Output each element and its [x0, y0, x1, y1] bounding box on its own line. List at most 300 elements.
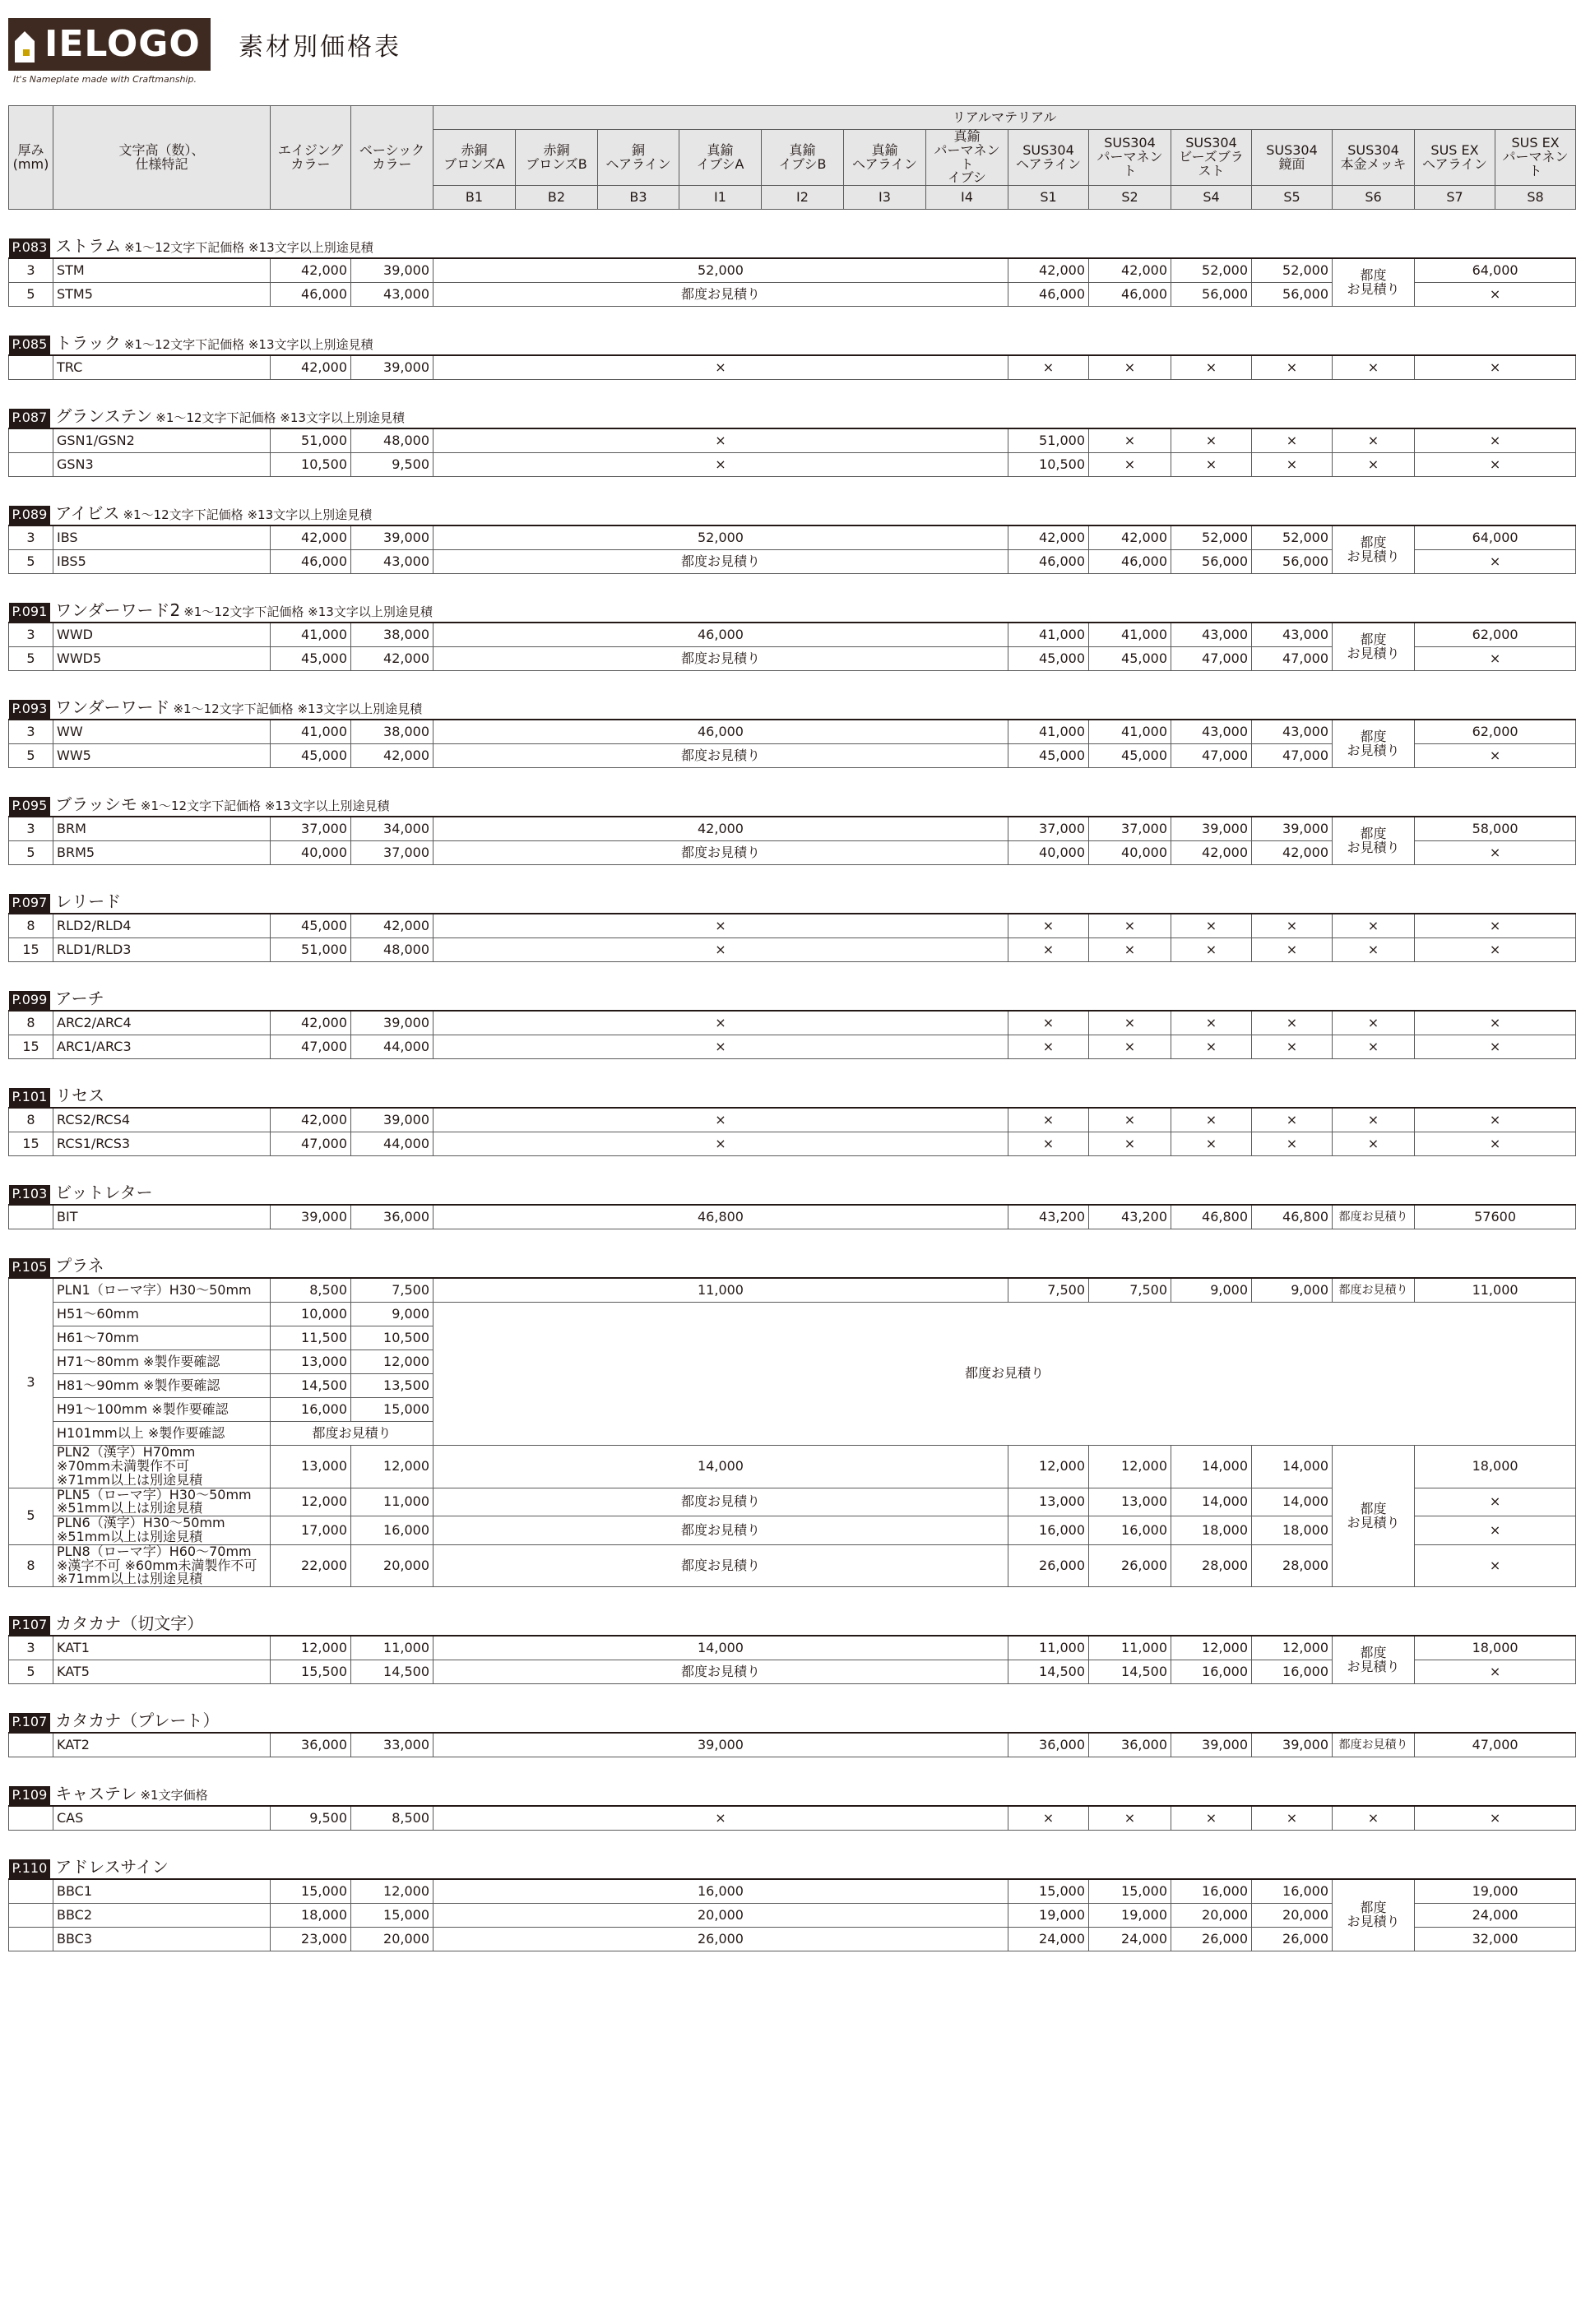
table-cell: 44,000	[351, 1132, 434, 1156]
table-cell: ×	[1008, 355, 1089, 380]
col-material-code: B3	[598, 186, 679, 210]
table-cell: 20,000	[1252, 1904, 1333, 1928]
table-cell: ×	[1171, 938, 1252, 962]
section-title	[9, 331, 1576, 355]
table-cell: 52,000	[434, 258, 1008, 283]
table-cell: PLN5（ローマ字）H30〜50mm ※51mm以上は別途見積	[53, 1488, 271, 1516]
table-cell: 9,000	[1252, 1278, 1333, 1303]
col-basic: ベーシック カラー	[351, 106, 434, 210]
spacer	[9, 380, 1576, 405]
table-cell: 26,000	[1171, 1928, 1252, 1951]
page-badge: P.107	[9, 1616, 51, 1635]
table-cell: 52,000	[434, 525, 1008, 550]
table-cell: 12,000	[1089, 1446, 1171, 1488]
table-cell: BRM5	[53, 841, 271, 865]
table-cell: 43,000	[1252, 720, 1333, 744]
spacer	[9, 1831, 1576, 1856]
table-cell: ×	[434, 1035, 1008, 1059]
col-spec: 文字高（数）、 仕様特記	[53, 106, 271, 210]
table-row	[9, 1303, 1576, 1326]
table-cell: 24,000	[1415, 1904, 1576, 1928]
col-material-code: I4	[926, 186, 1008, 210]
table-cell: 16,000	[1252, 1660, 1333, 1684]
table-cell: 18,000	[1171, 1516, 1252, 1545]
table-cell: 20,000	[1171, 1904, 1252, 1928]
section-header	[9, 1084, 1576, 1108]
table-cell: ×	[1089, 453, 1171, 477]
table-cell: 24,000	[1089, 1928, 1171, 1951]
table-cell: 46,000	[1008, 550, 1089, 574]
table-cell: 都度お見積り	[434, 1303, 1576, 1446]
table-row	[9, 817, 1576, 841]
table-cell: 10,500	[351, 1326, 434, 1350]
section-note: ※1〜12文字下記価格 ※13文字以上別途見積	[123, 507, 373, 523]
spacer-row	[9, 307, 1576, 332]
section-note: ※1文字価格	[140, 1788, 208, 1803]
table-row	[9, 914, 1576, 938]
table-cell: 62,000	[1415, 623, 1576, 647]
table-cell: ×	[1415, 1516, 1576, 1545]
table-cell: ×	[1171, 1132, 1252, 1156]
table-cell: 39,000	[1171, 817, 1252, 841]
table-cell: 56,000	[1171, 550, 1252, 574]
col-material-name: 真鍮 イブシA	[679, 130, 762, 186]
spacer-row	[9, 380, 1576, 405]
table-cell: ×	[1415, 550, 1576, 574]
section-note: ※1〜12文字下記価格 ※13文字以上別途見積	[183, 604, 433, 620]
table-cell: 13,000	[1008, 1488, 1089, 1516]
table-cell	[9, 1733, 53, 1757]
table-cell: 45,000	[271, 744, 351, 768]
table-cell: 都度 お見積り	[1333, 817, 1415, 865]
table-cell: BRM	[53, 817, 271, 841]
table-cell: 48,000	[351, 938, 434, 962]
section-header	[9, 1254, 1576, 1278]
spacer	[9, 1229, 1576, 1255]
product-name: アドレスサイン	[55, 1857, 169, 1877]
table-cell: 9,500	[271, 1806, 351, 1831]
table-cell: 62,000	[1415, 720, 1576, 744]
table-cell: 20,000	[351, 1928, 434, 1951]
table-cell: 46,000	[1089, 550, 1171, 574]
table-cell: WW	[53, 720, 271, 744]
table-cell: ×	[434, 1108, 1008, 1132]
table-cell: 16,000	[271, 1398, 351, 1422]
table-cell: ×	[1415, 1132, 1576, 1156]
table-cell: 56,000	[1171, 283, 1252, 307]
col-material-name: 真鍮 イブシB	[762, 130, 844, 186]
table-cell: ×	[1415, 428, 1576, 453]
table-cell: ×	[1008, 1108, 1089, 1132]
table-cell: ×	[1415, 1660, 1576, 1684]
col-material-code: S5	[1252, 186, 1333, 210]
spacer	[9, 1684, 1576, 1710]
table-cell: 16,000	[1252, 1879, 1333, 1904]
section-note: ※1〜12文字下記価格 ※13文字以上別途見積	[173, 701, 423, 717]
table-cell: 47,000	[1252, 744, 1333, 768]
table-cell: 38,000	[351, 623, 434, 647]
col-real-material: リアルマテリアル	[434, 106, 1576, 130]
table-cell: 46,800	[1171, 1205, 1252, 1229]
table-cell: 10,500	[271, 453, 351, 477]
table-cell: 8,500	[271, 1278, 351, 1303]
table-cell: 41,000	[1008, 720, 1089, 744]
table-cell: 39,000	[351, 258, 434, 283]
col-material-name: 真鍮 ヘアライン	[844, 130, 926, 186]
table-cell: 都度 お見積り	[1333, 1446, 1415, 1587]
page-badge: P.107	[9, 1713, 51, 1732]
table-cell: ×	[434, 1011, 1008, 1035]
table-cell: ×	[1415, 355, 1576, 380]
col-material-name: 銅 ヘアライン	[598, 130, 679, 186]
table-cell: 7,500	[351, 1278, 434, 1303]
table-cell: 41,000	[1089, 720, 1171, 744]
table-cell: 都度 お見積り	[1333, 720, 1415, 768]
section-title	[9, 599, 1576, 623]
table-cell: 3	[9, 623, 53, 647]
table-cell: 47,000	[271, 1132, 351, 1156]
col-material-name: 赤銅 ブロンズA	[434, 130, 516, 186]
table-cell: ×	[1333, 938, 1415, 962]
table-cell: ×	[1333, 428, 1415, 453]
table-cell: ×	[1252, 1108, 1333, 1132]
table-cell: 42,000	[351, 914, 434, 938]
table-cell: 7,500	[1008, 1278, 1089, 1303]
table-cell: 15,000	[351, 1904, 434, 1928]
table-cell: ×	[1252, 938, 1333, 962]
page-header	[8, 15, 1571, 89]
table-cell: 3	[9, 817, 53, 841]
page-badge: P.097	[9, 894, 51, 913]
page-badge: P.093	[9, 700, 51, 719]
col-material-code: B2	[516, 186, 598, 210]
section-header	[9, 1855, 1576, 1879]
table-cell: 14,500	[271, 1374, 351, 1398]
table-cell: 15,000	[1008, 1879, 1089, 1904]
table-cell: 14,000	[434, 1446, 1008, 1488]
table-cell: ×	[1089, 914, 1171, 938]
section-title	[9, 1084, 1576, 1108]
table-cell: 3	[9, 1278, 53, 1488]
table-cell: CAS	[53, 1806, 271, 1831]
table-cell: 8	[9, 914, 53, 938]
table-cell: 都度お見積り	[434, 1660, 1008, 1684]
table-cell: 39,000	[351, 1011, 434, 1035]
table-cell: 13,500	[351, 1374, 434, 1398]
page-badge: P.101	[9, 1088, 51, 1107]
section-title	[9, 502, 1576, 525]
table-cell: 42,000	[1089, 525, 1171, 550]
table-cell: H51〜60mm	[53, 1303, 271, 1326]
table-cell: 51,000	[1008, 428, 1089, 453]
table-cell: ×	[1171, 1011, 1252, 1035]
page-badge: P.091	[9, 603, 51, 622]
table-cell: 42,000	[1008, 525, 1089, 550]
table-row	[9, 938, 1576, 962]
table-row	[9, 428, 1576, 453]
table-cell: 46,000	[1008, 283, 1089, 307]
table-cell: 12,000	[1008, 1446, 1089, 1488]
table-cell: BBC1	[53, 1879, 271, 1904]
table-cell	[9, 1879, 53, 1904]
section-header	[9, 405, 1576, 428]
table-cell: H81〜90mm ※製作要確認	[53, 1374, 271, 1398]
col-material-name: SUS304 パーマネント	[1089, 130, 1171, 186]
spacer-row	[9, 1831, 1576, 1856]
table-cell: 11,000	[351, 1488, 434, 1516]
table-cell: 42,000	[1171, 841, 1252, 865]
table-row	[9, 1636, 1576, 1660]
spacer	[9, 477, 1576, 502]
table-cell: 26,000	[434, 1928, 1008, 1951]
spacer	[9, 962, 1576, 988]
table-cell: 47,000	[1415, 1733, 1576, 1757]
table-cell: ×	[1415, 453, 1576, 477]
table-cell: 46,000	[1089, 283, 1171, 307]
section-title	[9, 1855, 1576, 1879]
product-name: アーチ	[55, 988, 104, 1009]
table-cell: ×	[1089, 1011, 1171, 1035]
col-material-name: 真鍮 パーマネント イブシ	[926, 130, 1008, 186]
table-cell: 5	[9, 744, 53, 768]
table-cell: 16,000	[1171, 1660, 1252, 1684]
table-cell: 33,000	[351, 1733, 434, 1757]
table-cell: 都度お見積り	[434, 283, 1008, 307]
page-badge: P.089	[9, 506, 51, 525]
table-row	[9, 355, 1576, 380]
table-cell: 42,000	[271, 1108, 351, 1132]
product-name: カタカナ（プレート）	[55, 1711, 220, 1731]
table-cell: 42,000	[351, 744, 434, 768]
table-cell: 47,000	[271, 1035, 351, 1059]
table-cell: BIT	[53, 1205, 271, 1229]
section-header	[9, 987, 1576, 1011]
table-cell: ×	[1415, 647, 1576, 671]
table-cell: 8	[9, 1544, 53, 1586]
table-cell: 16,000	[351, 1516, 434, 1545]
table-cell: H91〜100mm ※製作要確認	[53, 1398, 271, 1422]
table-cell: 46,800	[1252, 1205, 1333, 1229]
section-header	[9, 793, 1576, 817]
table-cell: ×	[1089, 1806, 1171, 1831]
table-cell: 16,000	[1008, 1516, 1089, 1545]
table-cell: ×	[1008, 1011, 1089, 1035]
table-cell: ×	[434, 938, 1008, 962]
section-title	[9, 1181, 1576, 1205]
col-material-code: S1	[1008, 186, 1089, 210]
table-cell: TRC	[53, 355, 271, 380]
spacer	[9, 210, 1576, 235]
table-cell: 20,000	[434, 1904, 1008, 1928]
table-cell: RLD1/RLD3	[53, 938, 271, 962]
section-title	[9, 1709, 1576, 1733]
table-cell: H71〜80mm ※製作要確認	[53, 1350, 271, 1374]
table-row	[9, 1278, 1576, 1303]
table-cell: 24,000	[1008, 1928, 1089, 1951]
table-cell: ×	[1089, 1035, 1171, 1059]
table-cell: ×	[1171, 355, 1252, 380]
table-cell: 5	[9, 841, 53, 865]
table-cell: 32,000	[1415, 1928, 1576, 1951]
table-cell: IBS5	[53, 550, 271, 574]
product-name: アイビス	[55, 503, 120, 524]
tagline: It's Nameplate made with Craftmanship.	[13, 74, 197, 85]
table-cell: ×	[1415, 1035, 1576, 1059]
table-cell: 11,000	[351, 1636, 434, 1660]
table-cell: ×	[1415, 1011, 1576, 1035]
table-cell: 11,000	[1415, 1278, 1576, 1303]
table-cell: 都度お見積り	[434, 647, 1008, 671]
table-cell: 39,000	[1171, 1733, 1252, 1757]
table-cell: 52,000	[1252, 525, 1333, 550]
table-cell: 41,000	[271, 720, 351, 744]
table-cell: 36,000	[1008, 1733, 1089, 1757]
table-cell: 36,000	[351, 1205, 434, 1229]
table-cell: ×	[1333, 1806, 1415, 1831]
table-cell: ×	[1008, 1035, 1089, 1059]
table-cell	[9, 1904, 53, 1928]
section-note: ※1〜12文字下記価格 ※13文字以上別途見積	[124, 240, 373, 256]
table-cell: 都度 お見積り	[1333, 623, 1415, 671]
table-cell: H101mm以上 ※製作要確認	[53, 1422, 271, 1446]
table-cell: ×	[1171, 1806, 1252, 1831]
table-cell: BBC2	[53, 1904, 271, 1928]
section-header	[9, 696, 1576, 720]
price-table	[8, 105, 1576, 1951]
table-cell: 15	[9, 1132, 53, 1156]
section-header	[9, 599, 1576, 623]
table-cell: 58,000	[1415, 817, 1576, 841]
table-cell: 都度 お見積り	[1333, 1636, 1415, 1684]
logo-text: IELOGO	[44, 23, 201, 65]
table-cell: ×	[1415, 1108, 1576, 1132]
table-cell: ×	[1415, 914, 1576, 938]
table-cell: ×	[1333, 1132, 1415, 1156]
table-cell: ×	[1333, 355, 1415, 380]
table-cell: 41,000	[271, 623, 351, 647]
col-material-code: I1	[679, 186, 762, 210]
header-row	[9, 106, 1576, 130]
table-cell: 45,000	[1089, 647, 1171, 671]
table-cell: 13,000	[1089, 1488, 1171, 1516]
page-badge: P.103	[9, 1185, 51, 1204]
table-row	[9, 1205, 1576, 1229]
table-cell: 46,800	[434, 1205, 1008, 1229]
table-cell: ×	[1333, 1035, 1415, 1059]
table-cell: ×	[1171, 1035, 1252, 1059]
table-cell: PLN8（ローマ字）H60〜70mm ※漢字不可 ※60mm未満製作不可 ※71mm以上は別途見積	[53, 1544, 271, 1586]
table-cell: 16,000	[1089, 1516, 1171, 1545]
table-row	[9, 1806, 1576, 1831]
table-cell: 16,000	[1171, 1879, 1252, 1904]
col-material-code: S8	[1495, 186, 1576, 210]
table-cell: 37,000	[351, 841, 434, 865]
spacer-row	[9, 210, 1576, 235]
table-cell: 15,000	[271, 1879, 351, 1904]
col-material-code: S4	[1171, 186, 1252, 210]
section-note: ※1〜12文字下記価格 ※13文字以上別途見積	[155, 410, 405, 426]
table-cell: 56,000	[1252, 283, 1333, 307]
table-cell: 8	[9, 1011, 53, 1035]
table-cell: 23,000	[271, 1928, 351, 1951]
page-badge: P.087	[9, 409, 51, 428]
product-name: リセス	[55, 1086, 105, 1106]
table-cell: WW5	[53, 744, 271, 768]
table-cell: ×	[1171, 1108, 1252, 1132]
table-row	[9, 1733, 1576, 1757]
spacer-row	[9, 477, 1576, 502]
section-title	[9, 890, 1576, 914]
table-cell: 12,000	[351, 1879, 434, 1904]
table-cell: 12,000	[271, 1636, 351, 1660]
table-cell: 45,000	[271, 647, 351, 671]
table-cell: GSN1/GSN2	[53, 428, 271, 453]
section-title	[9, 405, 1576, 428]
table-cell: 28,000	[1252, 1544, 1333, 1586]
spacer-row	[9, 1059, 1576, 1085]
table-cell: 3	[9, 258, 53, 283]
section-title	[9, 987, 1576, 1011]
table-cell: 14,000	[1252, 1488, 1333, 1516]
table-cell	[9, 1806, 53, 1831]
table-cell: 9,500	[351, 453, 434, 477]
table-cell: 14,000	[1171, 1488, 1252, 1516]
table-cell: PLN6（漢字）H30〜50mm ※51mm以上は別途見積	[53, 1516, 271, 1545]
table-cell: PLN2（漢字）H70mm ※70mm未満製作不可 ※71mm以上は別途見積	[53, 1446, 271, 1488]
table-cell: 37,000	[1089, 817, 1171, 841]
table-cell: 9,000	[1171, 1278, 1252, 1303]
table-cell: ×	[1415, 841, 1576, 865]
table-cell: ×	[1333, 914, 1415, 938]
spacer	[9, 1059, 1576, 1085]
table-cell: 12,000	[351, 1446, 434, 1488]
col-material-name: 赤銅 ブロンズB	[516, 130, 598, 186]
product-name: ストラム	[55, 236, 122, 257]
table-cell: 11,500	[271, 1326, 351, 1350]
spacer	[9, 865, 1576, 891]
table-row	[9, 1108, 1576, 1132]
table-cell: 36,000	[1089, 1733, 1171, 1757]
table-cell: 19,000	[1008, 1904, 1089, 1928]
table-cell: 都度お見積り	[1333, 1205, 1415, 1229]
col-material-code: I3	[844, 186, 926, 210]
table-cell: 14,500	[1008, 1660, 1089, 1684]
table-cell: H61〜70mm	[53, 1326, 271, 1350]
table-cell: 47,000	[1171, 647, 1252, 671]
table-cell: 5	[9, 550, 53, 574]
table-cell: 都度 お見積り	[1333, 525, 1415, 574]
table-cell: 5	[9, 1660, 53, 1684]
table-cell: 14,000	[1252, 1446, 1333, 1488]
table-cell: 39,000	[351, 355, 434, 380]
house-icon	[13, 25, 36, 64]
spacer-row	[9, 1587, 1576, 1613]
table-cell: 5	[9, 647, 53, 671]
section-note: ※1〜12文字下記価格 ※13文字以上別途見積	[123, 337, 373, 353]
table-cell	[9, 453, 53, 477]
table-cell: ×	[1008, 1132, 1089, 1156]
table-cell: 14,000	[434, 1636, 1008, 1660]
spacer-row	[9, 1156, 1576, 1182]
section-title	[9, 1782, 1576, 1806]
table-cell: 46,000	[271, 550, 351, 574]
table-cell: 8,500	[351, 1806, 434, 1831]
table-cell: ARC1/ARC3	[53, 1035, 271, 1059]
table-cell: 39,000	[351, 1108, 434, 1132]
table-cell: 52,000	[1252, 258, 1333, 283]
table-cell: 11,000	[434, 1278, 1008, 1303]
table-cell: 44,000	[351, 1035, 434, 1059]
